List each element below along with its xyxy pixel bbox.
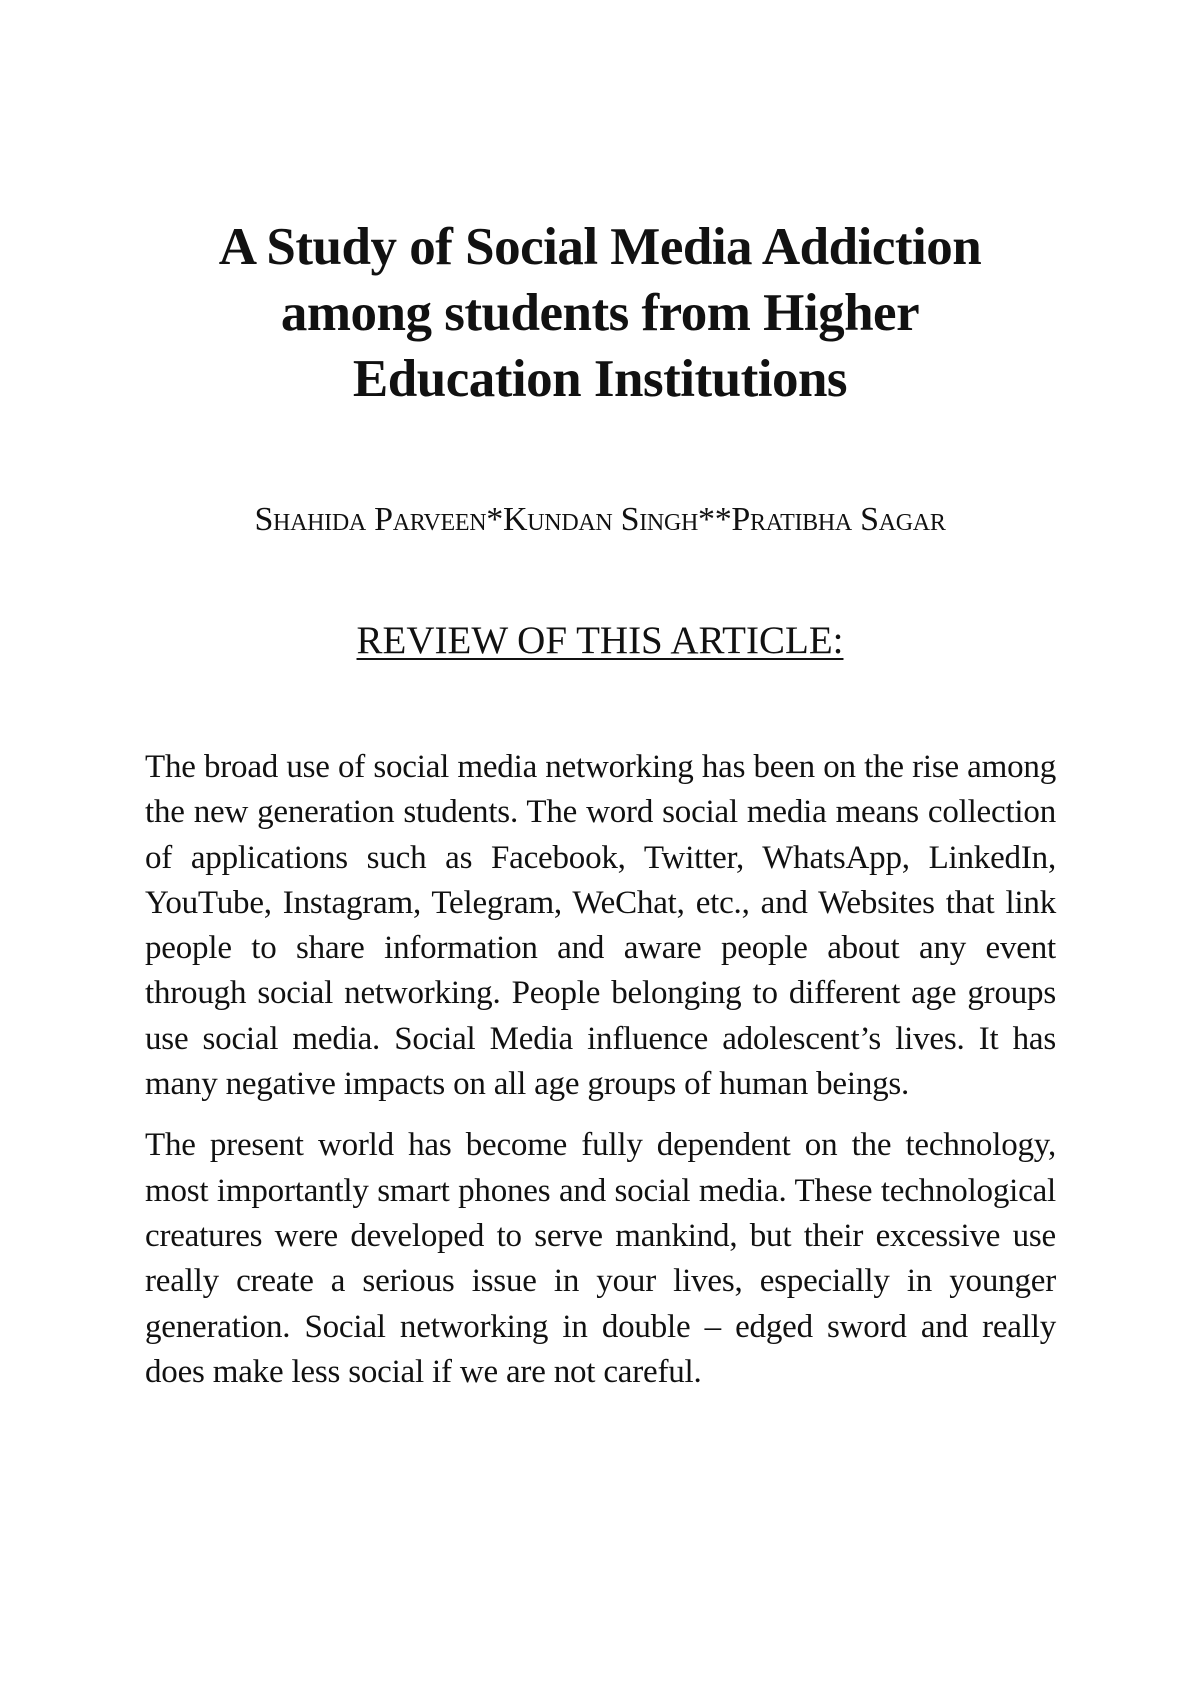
- article-title-line: A Study of Social Media Addiction: [218, 218, 982, 276]
- review-body: [145, 745, 1056, 1411]
- article-title-line: among students from Higher: [280, 284, 920, 342]
- author-line: Shahida Parveen*Kundan Singh**Pratibha Sagar: [254, 501, 946, 538]
- body-paragraph: The present world has become fully dependent on the technology, most importantly smart phones and social media. These technological creatures were developed to serve mankind, but their excessive use really create a serious issue in your lives, especially in younger generation. Social networking in double – edged sword and really does make less social if we are not careful.: [145, 1127, 1056, 1390]
- review-heading: REVIEW OF THIS ARTICLE:: [356, 619, 844, 662]
- article-title-line: Education Institutions: [352, 350, 848, 408]
- article-title: [145, 214, 1055, 412]
- body-paragraph: The broad use of social media networking has been on the rise among the new generation students. The word social media means collection of applications such as Facebook, Twitter, WhatsApp, LinkedIn, YouTube, Instagram, Telegram, WeChat, etc., and Websites that link people to share information and aware people about any event through social networking. People belonging to different age groups use social media. Social Media influence adolescent’s lives. It has many negative impacts on all age groups of human beings.: [145, 749, 1056, 1103]
